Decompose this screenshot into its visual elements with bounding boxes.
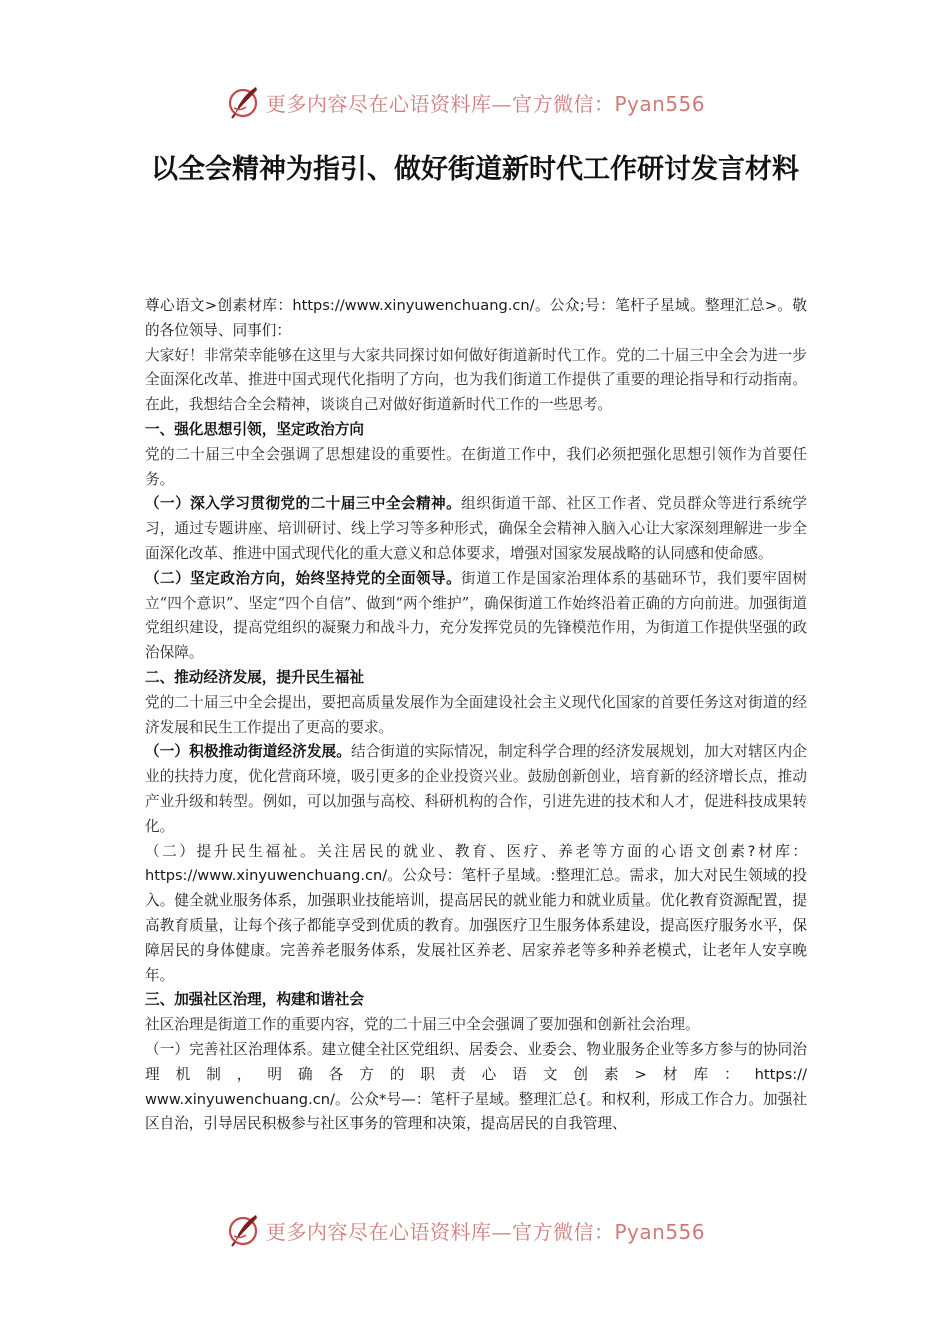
subheading: （一）积极推动街道经济发展。 [145,743,351,761]
banner-text: 更多内容尽在心语资料库—官方微信：Pyan556 [266,91,706,116]
wechat-id: Pyan556 [614,91,706,116]
section-heading-3: 三、加强社区治理，构建和谐社会 [145,991,364,1009]
page-title: 以全会精神为指引、做好街道新时代工作研讨发言材料 [151,154,799,185]
quill-pen-logo-icon [226,84,262,120]
wechat-id: Pyan556 [614,1219,706,1244]
paragraph: 党的二十届三中全会提出，要把高质量发展作为全面建设社会主义现代化国家的首要任务这对街道的经济发展和民生工作提出了更高的要求。 [145,693,807,736]
banner-text: 更多内容尽在心语资料库—官方微信：Pyan556 [266,1219,706,1244]
intro-paragraph: 尊心语文>创素材库：https://www.xinyuwenchuang.cn/。公众;号：笔杆子星域。整理汇总>。敬的各位领导、同事们： [145,297,807,339]
paragraph: 党的二十届三中全会强调了思想建设的重要性。在街道工作中，我们必须把强化思想引领作为首要任务。 [145,445,807,488]
paragraph: 大家好！非常荣幸能够在这里与大家共同探讨如何做好街道新时代工作。党的二十届三中全会为进一步全面深化改革、推进中国式现代化指明了方向，也为我们街道工作提供了重要的理论指导和行动指南。在此，我想结合全会精神，谈谈自己对做好街道新时代工作的一些思考。 [145,346,807,414]
paragraph: （一）深入学习贯彻党的二十届三中全会精神。组织街道干部、社区工作者、党员群众等进行系统学习，通过专题讲座、培训研讨、线上学习等多种形式，确保全会精神入脑入心让大家深刻理解进一步全面深化改革、推进中国式现代化的重大意义和总体要求，增强对国家发展战略的认同感和使命感。 [145,495,807,562]
paragraph: （一）积极推动街道经济发展。结合街道的实际情况，制定科学合理的经济发展规划，加大对辖区内企业的扶持力度，优化营商环境，吸引更多的企业投资兴业。鼓励创新创业，培育新的经济增长点，推动产业升级和转型。例如，可以加强与高校、科研机构的合作，引进先进的技术和人才，促进科技成果转化。 [145,743,807,835]
paragraph: （一）完善社区治理体系。建立健全社区党组织、居委会、业委会、物业服务企业等多方参与的协同治理机制，明确各方的职责心语文创素>材库：https:// [145,1040,807,1083]
subheading: （一）深入学习贯彻党的二十届三中全会精神。 [145,495,462,513]
document-body [145,294,807,1137]
paragraph: www.xinyuwenchuang.cn/。公众*号—：笔杆子星域。整理汇总{。和权利，形成工作合力。加强社区自治，引导居民积极参与社区事务的管理和决策，提高居民的自我管理、 [145,1090,807,1133]
paragraph: 社区治理是街道工作的重要内容，党的二十届三中全会强调了要加强和创新社会治理。 [145,1016,700,1034]
footer-banner [226,1212,726,1248]
paragraph: （二）坚定政治方向，始终坚持党的全面领导。街道工作是国家治理体系的基础环节，我们要牢固树立“四个意识”、坚定“四个自信”、做到“两个维护”，确保街道工作始终沿着正确的方向前进。加强街道党组织建设，提高党组织的凝聚力和战斗力，充分发挥党员的先锋模范作用，为街道工作提供坚强的政治保障。 [145,569,807,662]
quill-pen-logo-icon [226,1212,262,1248]
subheading: （二）坚定政治方向，始终坚持党的全面领导。 [145,569,462,587]
section-heading-1: 一、强化思想引领，坚定政治方向 [145,420,364,438]
header-banner [226,84,726,120]
paragraph: （二）提升民生福祉。关注居民的就业、教育、医疗、养老等方面的心语文创素?材库：https://www.xinyuwenchuang.cn/。公众号：笔杆子星域。:整理汇总。需求，加大对民生领域的投入。健全就业服务体系，加强职业技能培训，提高居民的就业能力和就业质量。优化教育资源配置，提高教育质量，让每个孩子都能享受到优质的教育。加强医疗卫生服务体系建设，提高医疗服务水平，保障居民的身体健康。完善养老服务体系，发展社区养老、居家养老等多种养老模式，让老年人安享晚年。 [145,842,807,984]
section-heading-2: 二、推动经济发展，提升民生福祉 [145,668,364,686]
